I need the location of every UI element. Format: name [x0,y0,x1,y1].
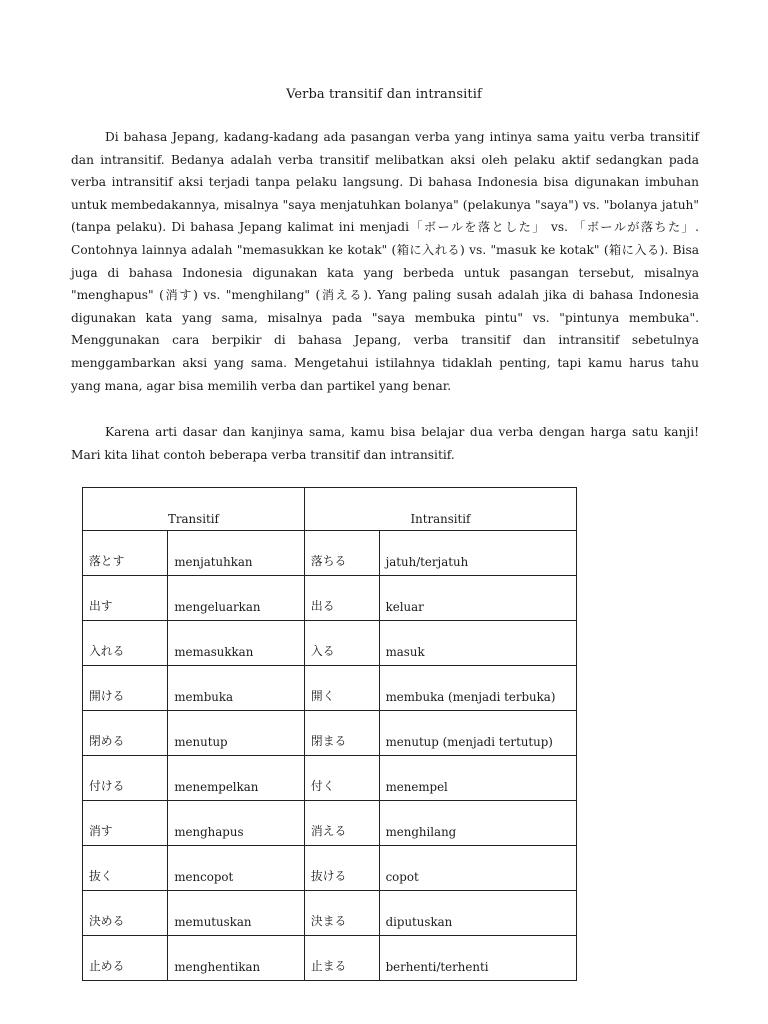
intransitive-japanese-cell: 出る [304,576,379,621]
intransitive-japanese-cell: 閉まる [304,711,379,756]
intransitive-japanese-cell: 止まる [304,936,379,981]
verb-rows [83,531,577,981]
intransitive-japanese-cell: 決まる [304,891,379,936]
intransitive-indonesian-cell: menutup (menjadi tertutup) [379,711,576,756]
intransitive-japanese-cell: 付く [304,756,379,801]
transitive-indonesian-cell: memasukkan [168,621,305,666]
table-row [83,531,577,576]
transitive-indonesian-cell: membuka [168,666,305,711]
table-row [83,936,577,981]
intransitive-japanese-cell: 開く [304,666,379,711]
transitive-japanese-cell: 決める [83,891,168,936]
transitive-japanese-cell: 入れる [83,621,168,666]
table-header-row [83,488,577,531]
transitive-japanese-cell: 落とす [83,531,168,576]
transitive-japanese-cell: 閉める [83,711,168,756]
intransitive-indonesian-cell: keluar [379,576,576,621]
intransitive-indonesian-cell: masuk [379,621,576,666]
transitive-japanese-cell: 開ける [83,666,168,711]
intransitive-indonesian-cell: membuka (menjadi terbuka) [379,666,576,711]
header-intransitive: Intransitif [304,488,576,531]
table-row [83,756,577,801]
intransitive-indonesian-cell: menghilang [379,801,576,846]
table-row [83,711,577,756]
intransitive-indonesian-cell: menempel [379,756,576,801]
transitive-japanese-cell: 消す [83,801,168,846]
paragraph-intro: Di bahasa Jepang, kadang-kadang ada pasangan verba yang intinya sama yaitu verba transitif dan intransitif. Bedanya adalah verba transitif melibatkan aksi oleh pelaku aktif sedangkan pada verba intransitif aksi terjadi tanpa pelaku langsung. Di bahasa Indonesia bisa digunakan imbuhan untuk membedakannya, misalnya "saya menjatuhkan bolanya" (pelakunya "saya") vs. "bolanya jatuh" (tanpa pelaku). Di bahasa Jepang kalimat ini menjadi「ボールを落とした」 vs. 「ボールが落ちた」. Contohnya lainnya adalah "memasukkan ke kotak" (箱に入れる) vs. "masuk ke kotak" (箱に入る). Bisa juga di bahasa Indonesia digunakan kata yang berbeda untuk pasangan tersebut, misalnya "menghapus" (消す) vs. "menghilang" (消える). Yang paling susah adalah jika di bahasa Indonesia digunakan kata yang sama, misalnya pada "saya membuka pintu" vs. "pintunya membuka". Menggunakan cara berpikir di bahasa Jepang, verba transitif dan intransitif sebetulnya menggambarkan aksi yang sama. Mengetahui istilahnya tidaklah penting, tapi kamu harus tahu yang mana, agar bisa memilih verba dan partikel yang benar. [71,130,699,393]
transitive-indonesian-cell: menjatuhkan [168,531,305,576]
table-row [83,666,577,711]
intransitive-japanese-cell: 落ちる [304,531,379,576]
header-transitive: Transitif [83,488,305,531]
transitive-japanese-cell: 付ける [83,756,168,801]
transitive-indonesian-cell: memutuskan [168,891,305,936]
intransitive-japanese-cell: 入る [304,621,379,666]
document-title: Verba transitif dan intransitif [286,87,482,102]
intransitive-japanese-cell: 消える [304,801,379,846]
intransitive-indonesian-cell: diputuskan [379,891,576,936]
paragraph-kanji: Karena arti dasar dan kanjinya sama, kamu bisa belajar dua verba dengan harga satu kanji! Mari kita lihat contoh beberapa verba transitif dan intransitif. [71,425,699,462]
transitive-japanese-cell: 止める [83,936,168,981]
transitive-indonesian-cell: menutup [168,711,305,756]
transitive-indonesian-cell: menghapus [168,801,305,846]
transitive-indonesian-cell: menghentikan [168,936,305,981]
verb-pairs-table [82,487,577,981]
table-row [83,891,577,936]
transitive-indonesian-cell: menempelkan [168,756,305,801]
intransitive-japanese-cell: 抜ける [304,846,379,891]
intransitive-indonesian-cell: berhenti/terhenti [379,936,576,981]
intransitive-indonesian-cell: copot [379,846,576,891]
transitive-indonesian-cell: mencopot [168,846,305,891]
transitive-japanese-cell: 出す [83,576,168,621]
intransitive-indonesian-cell: jatuh/terjatuh [379,531,576,576]
table-row [83,576,577,621]
transitive-japanese-cell: 抜く [83,846,168,891]
table-row [83,846,577,891]
transitive-indonesian-cell: mengeluarkan [168,576,305,621]
table-row [83,801,577,846]
table-row [83,621,577,666]
